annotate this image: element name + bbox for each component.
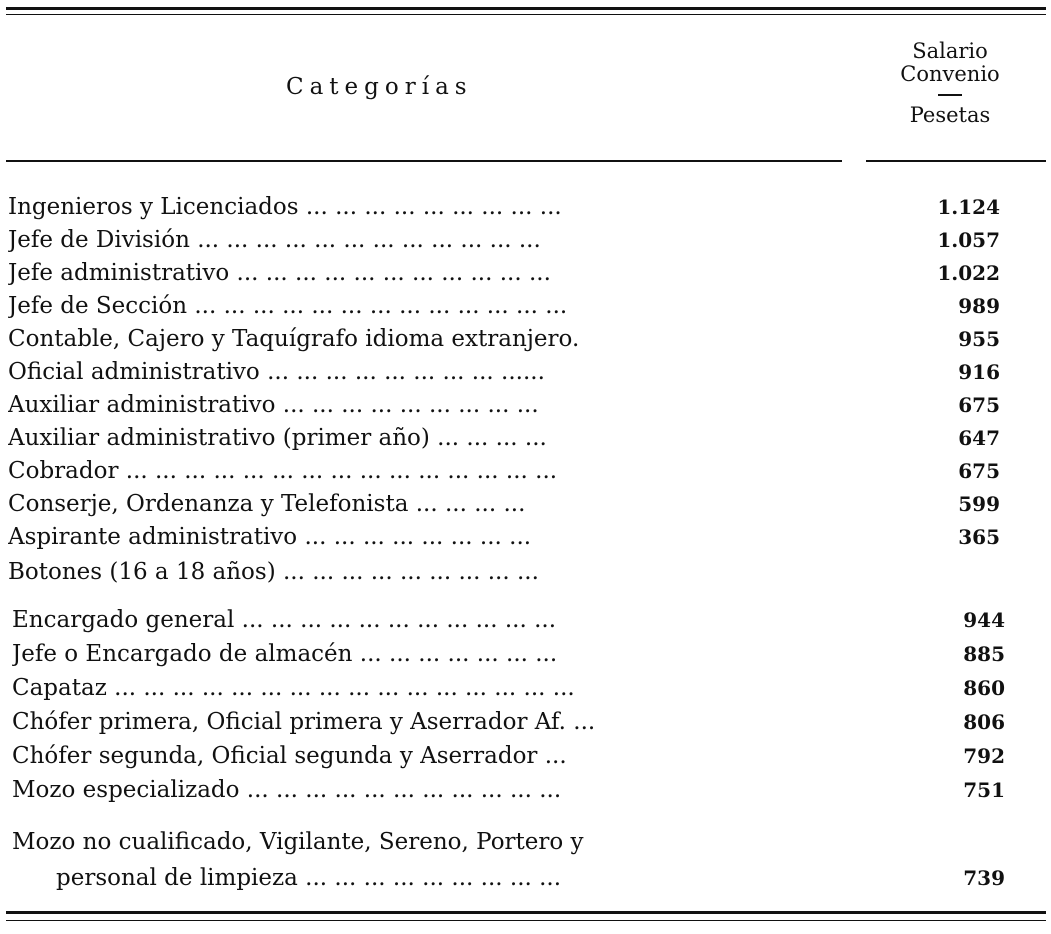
row-category: Auxiliar administrativo (primer año) ... ... ... ... [8,425,547,451]
table-row [0,456,1051,486]
row-salary: 751 [963,778,1005,802]
table-row [0,258,1051,288]
row-salary: 365 [958,525,1000,549]
row-salary: 1.022 [937,261,1000,285]
row-category: Chófer primera, Oficial primera y Aserrador Af. ... [12,709,596,735]
row-salary: 860 [963,676,1005,700]
salary-header-line1: Salario [912,39,988,63]
table-row [0,192,1051,222]
row-category: Jefe de Sección ... ... ... ... ... ... ... ... ... ... ... ... ... [8,293,568,319]
table-row [0,324,1051,354]
row-salary: 599 [958,492,1000,516]
row-salary: 944 [963,608,1005,632]
column-header-salary [880,40,1020,127]
top-rule [6,7,1046,10]
table-row [0,489,1051,519]
row-category: Aspirante administrativo ... ... ... ... ... ... ... ... [8,524,532,550]
table-row [0,639,1051,669]
row-salary: 1.124 [937,195,1000,219]
row-salary: 792 [963,744,1005,768]
row-category: Mozo no cualificado, Vigilante, Sereno, Portero y [12,829,584,855]
salary-header-unit: Pesetas [909,103,991,127]
row-category: Encargado general ... ... ... ... ... ... ... ... ... ... ... [12,607,557,633]
column-header-categories: Categorías [286,74,473,100]
header-rule-right [866,160,1046,162]
row-category: Botones (16 a 18 años) ... ... ... ... ... ... ... ... ... [8,559,539,585]
row-category: Mozo especializado ... ... ... ... ... ... ... ... ... ... ... [12,777,562,803]
table-row [0,673,1051,703]
header-dash [938,94,962,96]
row-category: Contable, Cajero y Taquígrafo idioma extranjero. [8,326,580,352]
table-row [0,605,1051,635]
table-row [0,225,1051,255]
row-category: Oficial administrativo ... ... ... ... ... ... ... ... ...... [8,359,545,385]
table-row [0,741,1051,771]
row-category: Capataz ... ... ... ... ... ... ... ... ... ... ... ... ... ... ... ... [12,675,575,701]
table-row [0,827,1051,857]
row-category: Jefe de División ... ... ... ... ... ... ... ... ... ... ... ... [8,227,541,253]
bottom-rule-thin [6,920,1046,921]
salary-header-line2: Convenio [900,62,1000,86]
row-category: Cobrador ... ... ... ... ... ... ... ... ... ... ... ... ... ... ... [8,458,558,484]
row-salary: 885 [963,642,1005,666]
row-category: personal de limpieza ... ... ... ... ... ... ... ... ... [56,865,562,891]
table-row [0,291,1051,321]
row-category: Jefe administrativo ... ... ... ... ... ... ... ... ... ... ... [8,260,551,286]
table-row [0,423,1051,453]
bottom-rule [6,911,1046,914]
row-salary: 1.057 [937,228,1000,252]
row-salary: 739 [963,866,1005,890]
row-category: Chófer segunda, Oficial segunda y Aserrador ... [12,743,567,769]
row-salary: 675 [958,393,1000,417]
row-salary: 989 [958,294,1000,318]
row-salary: 647 [958,426,1000,450]
row-salary: 916 [958,360,1000,384]
row-category: Conserje, Ordenanza y Telefonista ... ... ... ... [8,491,526,517]
header-rule-left [6,160,842,162]
row-category: Jefe o Encargado de almacén ... ... ... ... ... ... ... [12,641,558,667]
table-row [0,707,1051,737]
row-category: Auxiliar administrativo ... ... ... ... ... ... ... ... ... [8,392,539,418]
table-row [0,390,1051,420]
top-rule-thin [6,14,1046,15]
table-row [0,557,1051,587]
table-row [0,775,1051,805]
row-salary: 806 [963,710,1005,734]
table-row [0,357,1051,387]
table-row-continuation [0,863,1051,893]
row-salary: 955 [958,327,1000,351]
row-salary: 675 [958,459,1000,483]
table-row [0,522,1051,552]
row-category: Ingenieros y Licenciados ... ... ... ... ... ... ... ... ... [8,194,562,220]
